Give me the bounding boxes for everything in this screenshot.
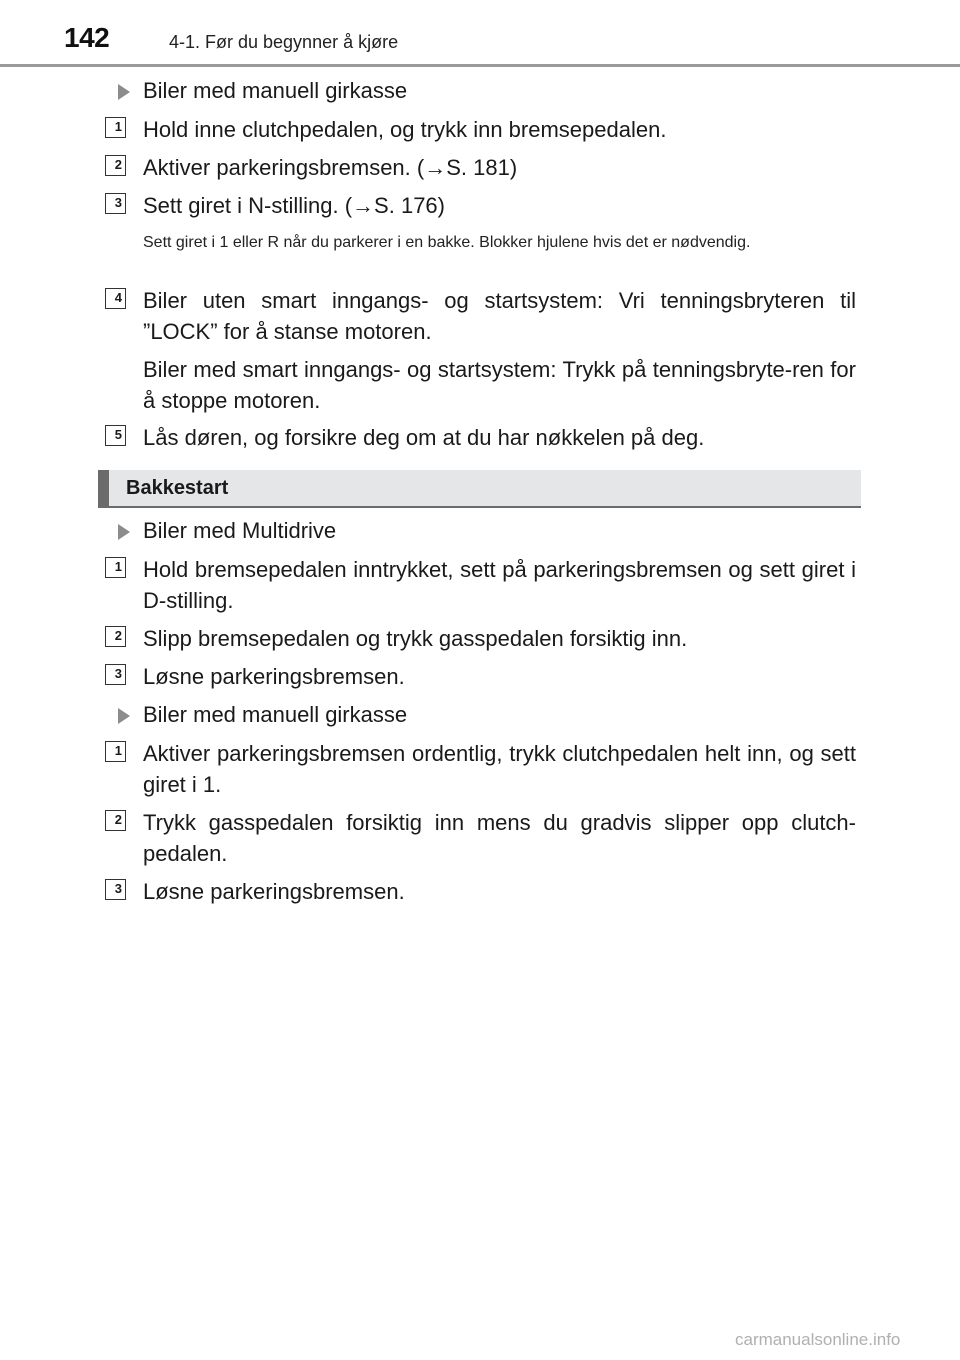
subheading-text: Biler med manuell girkasse bbox=[143, 702, 408, 727]
step-text: Aktiver parkeringsbremsen. (→S. 181) bbox=[143, 155, 518, 180]
step-number-icon: 3 bbox=[105, 193, 126, 214]
step-number-icon: 1 bbox=[105, 117, 126, 138]
triangle-bullet-icon bbox=[118, 524, 130, 540]
step-number-icon: 1 bbox=[105, 741, 126, 762]
step-number-icon: 2 bbox=[105, 155, 126, 176]
step-number-icon: 5 bbox=[105, 425, 126, 446]
step-text: Hold bremsepedalen inntrykket, sett på parkeringsbremsen og sett giret i D-stilling. bbox=[143, 557, 856, 613]
subheading-manual-gearbox bbox=[118, 76, 407, 106]
section-heading-bar bbox=[98, 470, 861, 508]
note-text: Sett giret i 1 eller R når du parkerer i en bakke. Blokker hjulene hvis det er nødvendig. bbox=[143, 234, 751, 251]
step-number-icon: 2 bbox=[105, 810, 126, 831]
section-title: Bakkestart bbox=[126, 477, 229, 499]
step-text: Aktiver parkeringsbremsen ordentlig, trykk clutchpedalen helt inn, og sett giret i 1. bbox=[143, 741, 856, 797]
step-number-icon: 4 bbox=[105, 288, 126, 309]
step-text: Biler uten smart inngangs- og startsystem: Vri tenningsbryteren til ”LOCK” for å stanse motoren. bbox=[143, 288, 856, 344]
chapter-title: 4-1. Før du begynner å kjøre bbox=[169, 32, 399, 52]
subheading-text: Biler med manuell girkasse bbox=[143, 78, 408, 103]
subheading-manual-gearbox-2 bbox=[118, 700, 407, 730]
subheading-multidrive bbox=[118, 516, 336, 546]
step-text: Løsne parkeringsbremsen. bbox=[143, 879, 405, 904]
step-text: Slipp bremsepedalen og trykk gasspedalen forsiktig inn. bbox=[143, 626, 688, 651]
step-text: Sett giret i N-stilling. (→S. 176) bbox=[143, 193, 445, 218]
step-text: Løsne parkeringsbremsen. bbox=[143, 664, 405, 689]
step-number-icon: 2 bbox=[105, 626, 126, 647]
step-number-icon: 3 bbox=[105, 879, 126, 900]
step-text: Trykk gasspedalen forsiktig inn mens du gradvis slipper opp clutch-pedalen. bbox=[143, 810, 856, 866]
triangle-bullet-icon bbox=[118, 84, 130, 100]
subheading-text: Biler med Multidrive bbox=[143, 518, 337, 543]
step-extra-text: Biler med smart inngangs- og startsystem: Trykk på tenningsbryte-ren for å stoppe motoren. bbox=[143, 357, 856, 413]
step-number-icon: 1 bbox=[105, 557, 126, 578]
step-text: Hold inne clutchpedalen, og trykk inn bremsepedalen. bbox=[143, 117, 667, 142]
page-header bbox=[0, 0, 960, 64]
triangle-bullet-icon bbox=[118, 708, 130, 724]
header-divider bbox=[0, 64, 960, 67]
step-text: Lås døren, og forsikre deg om at du har nøkkelen på deg. bbox=[143, 425, 705, 450]
page-number: 142 bbox=[64, 22, 110, 53]
step-number-icon: 3 bbox=[105, 664, 126, 685]
watermark: carmanualsonline.info bbox=[735, 1330, 901, 1349]
